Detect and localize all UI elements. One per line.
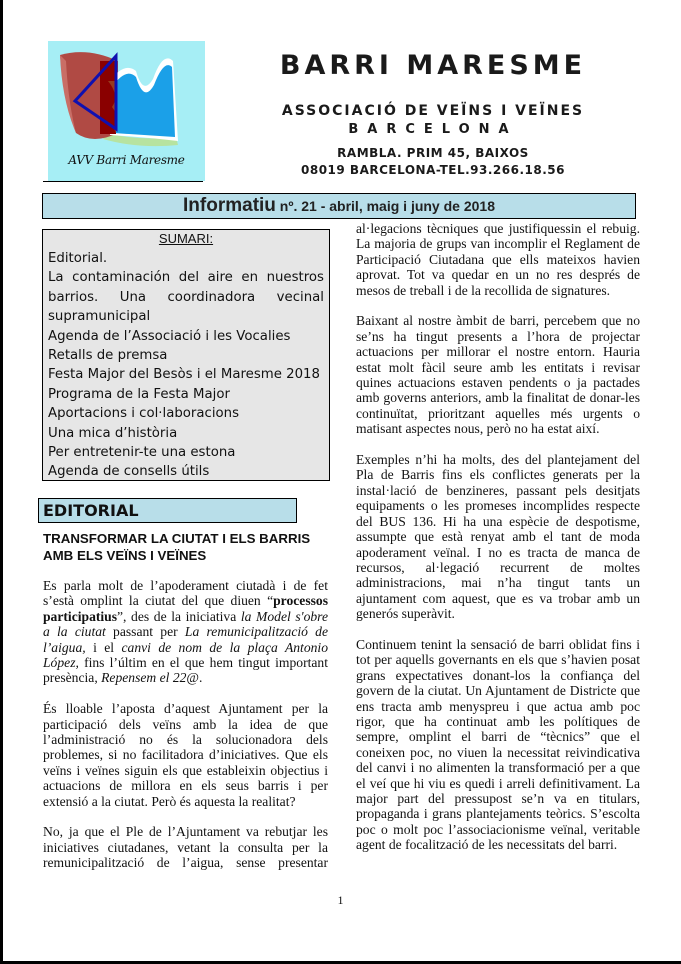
address-line-2: 08019 BARCELONA-TEL.93.266.18.56 xyxy=(301,163,565,177)
article-paragraph: Exemples n’hi ha molts, des del plantejament del Pla de Barris fins els conflictes generats per la instal·lació de benzineres, passant pels desitjats equipaments o les promeses incomplides respecte del BUS 136. Hi ha una espècie de despotisme, assumpte que està renyat amb el tant de moda apoderament veïnal. I no es tracta de manca de recursos, al·legació recurrent de moltes administracions, mai n’ha tingut tants un ajuntament com aquest, que es va trobar amb un generós superàvit. xyxy=(356,452,640,622)
toc-item[interactable]: Programa de la Festa Major xyxy=(48,386,230,402)
toc-item[interactable]: Editorial. xyxy=(48,251,108,266)
toc-title: SUMARI: xyxy=(158,231,214,246)
masthead-subtitle: ASSOCIACIÓ DE VEÏNS I VEÏNES xyxy=(281,103,585,119)
toc-item[interactable]: Una mica d’història xyxy=(48,425,178,441)
article-paragraph: És lloable l’aposta d’aquest Ajuntament per la participació dels veïns amb la idea de que l’administració no és la solucionadora dels problemes, si no facilitadora d’iniciatives. Que els veïns i veïnes siguin els que estableixin objectius i actuacions de millora en els seus barris i per extensió a la ciutat. Però és aquesta la realitat? xyxy=(43,701,328,809)
issue-label: Informatiu xyxy=(183,195,276,216)
article-paragraph: Es parla molt de l’apoderament ciutadà i de fet s’està omplint la ciutat del que diuen “processos participatius”, des de la iniciativa la Model s'obre a la ciutat passant per La remunicipalització de l’aigua, i el canvi de nom de la plaça Antonio López, fins l’últim en el que hem tingut important presència, Repensem el 22@. xyxy=(43,578,328,686)
article-paragraph: al·legacions tècniques que justifiquessin el rebuig. La majoria de grups van incomplir el Reglament de Participació Ciutadana que ells mateixos havien aprovat. Tot va quedar en un no res després de mesos de treball i de la recollida de signatures. xyxy=(356,221,640,298)
issue-number-date: nº. 21 - abril, maig i juny de 2018 xyxy=(275,198,495,214)
header-divider xyxy=(43,181,203,182)
section-header-editorial: EDITORIAL xyxy=(38,498,297,523)
toc-item[interactable]: Per entretenir-te una estona xyxy=(48,445,236,461)
article-column-left xyxy=(43,578,328,886)
toc-item[interactable]: Aportacions i col·laboracions xyxy=(48,406,240,422)
toc-item[interactable]: Retalls de premsa xyxy=(48,348,168,364)
masthead-title: BARRI MARESME xyxy=(279,50,587,81)
article-paragraph: Continuem tenint la sensació de barri oblidat fins i tot per aquells governants en els que s’havien posat grans expectatives donant-los la confiança del govern de la ciutat. Un Ajuntament de Districte que ens tracta amb menyspreu i que actua amb poc rigor, que ha continuat amb les polítiques de sempre, omplint el barri de “tècnics” que el coneixen poc, no viuen la necessitat reivindicativa del canvi i no alimenten la transformació per a que el veí que hi viu es quedi i arreli definitivament. La major part del pressupost se’n va en titulars, propaganda i grans plantejaments teòrics. S’escolta poc o molt poc l’associacionisme veïnal, veritable agent de focalització de les necessitats del barri. xyxy=(356,636,640,853)
article-paragraph: Baixant al nostre àmbit de barri, percebem que no se’ns ha tingut presents a l’hora de projectar actuacions per millorar el nostre entorn. Hauria estat molt fàcil seure amb les entitats i revisar quines actuacions estaven pendents o ja pactades amb governs anteriors, amb la finalitat de donar-les continuïtat, prioritzant aquelles més urgents o matisant aspectes nous, però no ha estat així. xyxy=(356,313,640,437)
association-logo xyxy=(48,41,205,181)
toc-item[interactable]: Agenda de l’Associació i les Vocalies xyxy=(48,328,291,344)
article-column-right xyxy=(356,221,640,868)
page-border-left xyxy=(0,0,3,964)
toc-item[interactable]: La contaminación del aire en nuestros barrios. Una coordinadora vecinal supramunicipal xyxy=(48,270,324,325)
table-of-contents xyxy=(42,229,330,481)
masthead-city: BARCELONA xyxy=(348,122,518,137)
article-paragraph: No, ja que el Ple de l’Ajuntament va rebutjar les iniciatives ciutadanes, vetant la consulta per la remunicipalització de l’aigua, sense presentar xyxy=(43,824,328,871)
toc-item[interactable]: Festa Major del Besòs i el Maresme 2018 xyxy=(48,367,320,383)
address-line-1: RAMBLA. PRIM 45, BAIXOS xyxy=(337,146,529,160)
page-number: 1 xyxy=(337,893,344,907)
toc-item[interactable]: Agenda de consells útils xyxy=(48,464,210,480)
logo-caption: AVV Barri Maresme xyxy=(68,153,185,167)
issue-banner xyxy=(42,193,636,219)
article-title: TRANSFORMAR LA CIUTAT I ELS BARRIS AMB ELS VEÏNS I VEÏNES xyxy=(43,531,311,563)
